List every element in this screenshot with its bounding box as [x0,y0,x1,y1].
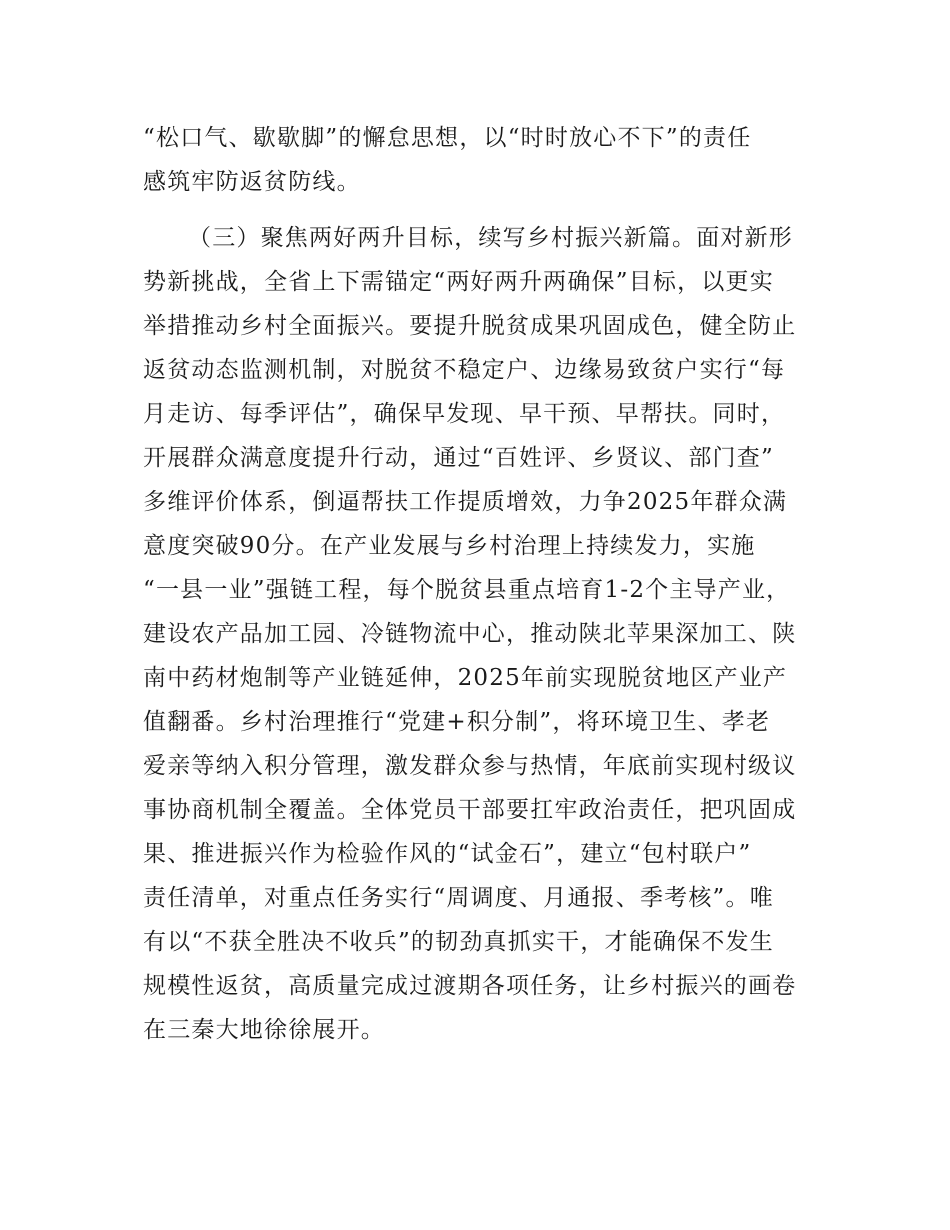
text-line: 果、推进振兴作为检验作风的“试金石”，建立“包村联户” [143,841,752,867]
text-line: 在三秦大地徐徐展开。 [143,1017,385,1043]
section-heading-line: （三）聚焦两好两升目标，续写乡村振兴新篇。面对新形 [188,225,793,251]
text-line: “一县一业”强链工程，每个脱贫县重点培育1-2个主导产业， [143,577,791,603]
text-line: 规模性返贫，高质量完成过渡期各项任务，让乡村振兴的画卷 [143,973,797,999]
text-line: 南中药材炮制等产业链延伸，2025年前实现脱贫地区产业产 [143,665,788,691]
text-line: 责任清单，对重点任务实行“周调度、月通报、季考核”。唯 [143,885,774,911]
text-line: 事协商机制全覆盖。全体党员干部要扛牢政治责任，把巩固成 [143,797,797,823]
text-line: “松口气、歇歇脚”的懈怠思想，以“时时放心不下”的责任 [143,125,752,151]
text-line: 举措推动乡村全面振兴。要提升脱贫成果巩固成色，健全防止 [143,313,797,339]
text-line: 返贫动态监测机制，对脱贫不稳定户、边缘易致贫户实行“每 [143,357,786,383]
text-line: 开展群众满意度提升行动，通过“百姓评、乡贤议、部门查” [143,445,774,471]
text-line: 有以“不获全胜决不收兵”的韧劲真抓实干，才能确保不发生 [143,929,774,955]
text-line: 势新挑战，全省上下需锚定“两好两升两确保”目标，以更实 [143,269,774,295]
text-line: 多维评价体系，倒逼帮扶工作提质增效，力争2025年群众满 [143,489,788,515]
text-line: 值翻番。乡村治理推行“党建+积分制”，将环境卫生、孝老 [143,709,771,735]
text-line: 建设农产品加工园、冷链物流中心，推动陕北苹果深加工、陕 [143,621,797,647]
text-line: 意度突破90分。在产业发展与乡村治理上持续发力，实施 [143,533,756,559]
text-line: 爱亲等纳入积分管理，激发群众参与热情，年底前实现村级议 [143,753,797,779]
text-line: 月走访、每季评估”，确保早发现、早干预、早帮扶。同时， [143,401,786,427]
text-line: 感筑牢防返贫防线。 [143,169,361,195]
